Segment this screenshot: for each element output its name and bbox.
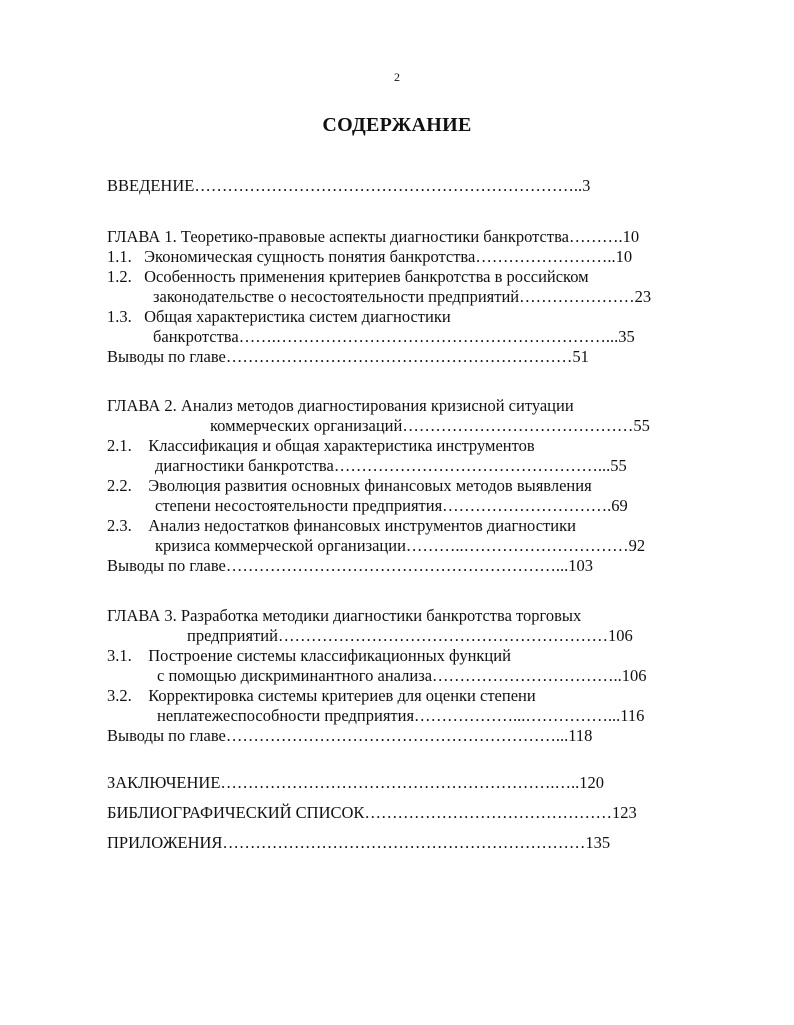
toc-chapter-2: ГЛАВА 2. Анализ методов диагностирования кризисной ситуации xyxy=(107,396,574,415)
toc-chapter-3-cont: предприятий……………………………………………………106 xyxy=(187,626,633,645)
toc-section-3-1-cont: с помощью дискриминантного анализа……………………………..106 xyxy=(157,666,647,685)
toc-section-3-2: 3.2. Корректировка системы критериев для оценки степени xyxy=(107,686,536,705)
toc-section-1-1: 1.1. Экономическая сущность понятия банкротства……………………..10 xyxy=(107,247,633,266)
toc-chapter-1: ГЛАВА 1. Теоретико-правовые аспекты диагностики банкротства……….10 xyxy=(107,227,640,246)
toc-section-1-2-cont: законодательстве о несостоятельности предприятий…………………23 xyxy=(153,287,652,306)
toc-section-2-1: 2.1. Классификация и общая характеристика инструментов xyxy=(107,436,535,455)
toc-section-2-3-cont: кризиса коммерческой организации………..…………………………92 xyxy=(155,536,646,555)
toc-section-2-2: 2.2. Эволюция развития основных финансовых методов выявления xyxy=(107,476,592,495)
toc-section-2-2-cont: степени несостоятельности предприятия………………………….69 xyxy=(155,496,628,515)
toc-conclusions-2: Выводы по главе……………………………………………………...103 xyxy=(107,556,593,575)
toc-appendices: ПРИЛОЖЕНИЯ…………………………………………………………135 xyxy=(107,833,611,852)
toc-section-2-3: 2.3. Анализ недостатков финансовых инструментов диагностики xyxy=(107,516,576,535)
toc-bibliography: БИБЛИОГРАФИЧЕСКИЙ СПИСОК………………………………………123 xyxy=(107,803,637,822)
toc-section-3-2-cont: неплатежеспособности предприятия………………...……………...116 xyxy=(157,706,645,725)
toc-section-3-1: 3.1. Построение системы классификационных функций xyxy=(107,646,511,665)
toc-conclusions-1: Выводы по главе………………………………………………………51 xyxy=(107,347,589,366)
toc-section-1-2: 1.2. Особенность применения критериев банкротства в российском xyxy=(107,267,589,286)
toc-section-1-3-cont: банкротства…….……………………………………………………...35 xyxy=(153,327,635,346)
toc-section-1-3: 1.3. Общая характеристика систем диагностики xyxy=(107,307,451,326)
toc-chapter-3: ГЛАВА 3. Разработка методики диагностики банкротства торговых xyxy=(107,606,582,625)
page-title: СОДЕРЖАНИЕ xyxy=(322,114,472,136)
toc-intro: ВВЕДЕНИЕ……………………………………………………………..3 xyxy=(107,176,591,195)
toc-chapter-2-cont: коммерческих организаций……………………………………55 xyxy=(210,416,650,435)
toc-conclusions-3: Выводы по главе……………………………………………………...118 xyxy=(107,726,593,745)
page-number: 2 xyxy=(394,70,400,84)
toc-conclusion: ЗАКЛЮЧЕНИЕ…………………………………………………….…..120 xyxy=(107,773,605,792)
toc-section-2-1-cont: диагностики банкротства…………………………………………...55 xyxy=(155,456,627,475)
